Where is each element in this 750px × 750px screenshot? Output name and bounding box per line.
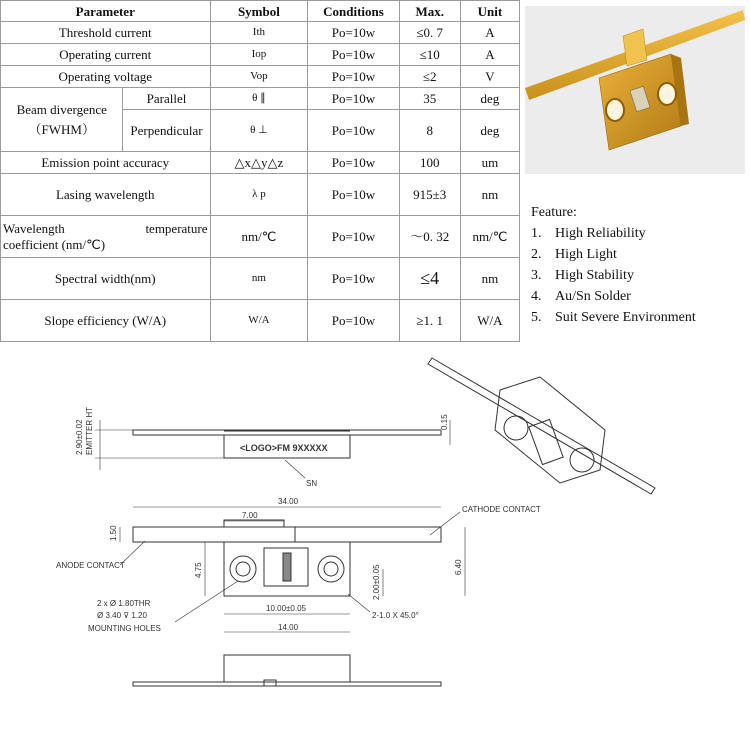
row-unit: deg: [460, 110, 519, 152]
row-unit: A: [460, 44, 519, 66]
row-max: ≤4: [399, 258, 460, 300]
row-unit: A: [460, 22, 519, 44]
lead-width-value: 1.50: [109, 525, 118, 541]
row-symbol: θ ⊥: [210, 110, 308, 152]
feature-num: 5.: [531, 310, 542, 325]
table-header-row: [1, 1, 520, 22]
iso-body: [495, 377, 605, 483]
front-view-lead: [133, 527, 441, 542]
row-param: Spectral width(nm): [1, 258, 211, 300]
sn-label: SN: [306, 479, 318, 488]
feature-text: High Light: [555, 247, 617, 262]
bottom-view-tab: [264, 680, 276, 686]
row-max: ≥1. 1: [399, 300, 460, 342]
row-param: Beam divergence （FWHM）: [1, 88, 123, 152]
row-param-line1a: Wavelength: [3, 220, 65, 236]
laser-module-illustration: [525, 6, 745, 174]
product-photo: [525, 6, 745, 174]
row-unit: um: [460, 152, 519, 174]
top-tab: [623, 29, 647, 66]
row-unit: nm: [460, 258, 519, 300]
row-unit: nm/℃: [460, 216, 519, 258]
table-row: [1, 258, 520, 300]
row-cond: Po=10w: [308, 258, 399, 300]
hole-left-outer: [230, 556, 256, 582]
table-row: [1, 88, 520, 110]
height-right-value: 6.40: [454, 559, 463, 575]
row-unit: V: [460, 66, 519, 88]
feature-text: Au/Sn Solder: [555, 289, 631, 304]
row-param: Lasing wavelength: [1, 174, 211, 216]
hole-right-outer: [318, 556, 344, 582]
features-title: Feature:: [531, 205, 577, 220]
cathode-label: CATHODE CONTACT: [462, 505, 541, 514]
feature-item: [531, 265, 746, 286]
spec-table: [0, 0, 520, 342]
row-cond: Po=10w: [308, 66, 399, 88]
header-conditions: Conditions: [308, 1, 399, 22]
row-param: Slope efficiency (W/A): [1, 300, 211, 342]
feature-item: [531, 286, 746, 307]
row-max: ≤0. 7: [399, 22, 460, 44]
feature-item: [531, 307, 746, 328]
feature-num: 3.: [531, 268, 542, 283]
table-row: [1, 22, 520, 44]
height-left-value: 4.75: [194, 562, 203, 578]
header-parameter: Parameter: [1, 1, 211, 22]
row-param: Threshold current: [1, 22, 211, 44]
row-subparam: Parallel: [123, 88, 210, 110]
row-unit: deg: [460, 88, 519, 110]
sn-leader: [285, 460, 305, 478]
row-max: 915±3: [399, 174, 460, 216]
row-symbol: θ ∥: [210, 88, 308, 110]
bottom-view-body: [224, 655, 350, 682]
header-max: Max.: [399, 1, 460, 22]
anode-label: ANODE CONTACT: [56, 561, 125, 570]
row-cond: Po=10w: [308, 44, 399, 66]
row-max: 100: [399, 152, 460, 174]
row-symbol: nm/℃: [210, 216, 308, 258]
row-symbol: △x△y△z: [210, 152, 308, 174]
holes-leader: [175, 581, 238, 622]
row-param: Operating current: [1, 44, 211, 66]
feature-num: 2.: [531, 247, 542, 262]
row-cond: Po=10w: [308, 174, 399, 216]
length-value: 34.00: [278, 497, 299, 506]
holes-line3: MOUNTING HOLES: [88, 624, 161, 633]
feature-item: [531, 223, 746, 244]
row-symbol: Ith: [210, 22, 308, 44]
table-row: [1, 174, 520, 216]
row-param: Operating voltage: [1, 66, 211, 88]
chamfer-value: 2-1.0 X 45.0°: [372, 611, 419, 620]
tab-width-value: 7.00: [242, 511, 258, 520]
row-max: ～0. 32: [399, 216, 460, 258]
row-unit: nm: [460, 174, 519, 216]
marking-text: <LOGO>FM 9XXXXX: [240, 443, 328, 453]
row-symbol: λ p: [210, 174, 308, 216]
emitter-ht-value: 2.90±0.02: [75, 419, 84, 455]
row-max: ≤10: [399, 44, 460, 66]
bottom-view-lead: [133, 682, 441, 686]
row-symbol: nm: [210, 258, 308, 300]
chip: [283, 553, 291, 581]
chamfer-leader: [348, 594, 370, 612]
features-items: [531, 223, 746, 328]
holes-spacing-value: 10.00±0.05: [266, 604, 306, 613]
mounting-hole-right-inner: [663, 89, 671, 99]
feature-text: High Stability: [555, 268, 634, 283]
table-row: [1, 44, 520, 66]
row-cond: Po=10w: [308, 110, 399, 152]
iso-hole-left: [504, 416, 528, 440]
features-list: [531, 202, 746, 328]
row-cond: Po=10w: [308, 152, 399, 174]
feature-text: High Reliability: [555, 226, 646, 241]
feature-num: 1.: [531, 226, 542, 241]
row-param: [1, 216, 211, 258]
holes-line1: 2 x Ø 1.80THR: [97, 599, 151, 608]
feature-item: [531, 244, 746, 265]
row-symbol: Vop: [210, 66, 308, 88]
body-width-value: 14.00: [278, 623, 299, 632]
row-param: Emission point accuracy: [1, 152, 211, 174]
row-max: 8: [399, 110, 460, 152]
row-cond: Po=10w: [308, 300, 399, 342]
row-subparam: Perpendicular: [123, 110, 210, 152]
cathode-leader: [430, 512, 460, 535]
mounting-hole-left-inner: [611, 105, 619, 115]
iso-hole-right: [570, 448, 594, 472]
row-max: 35: [399, 88, 460, 110]
row-symbol: Iop: [210, 44, 308, 66]
header-unit: Unit: [460, 1, 519, 22]
hole-right-inner: [324, 562, 338, 576]
mechanical-drawing: [0, 342, 750, 750]
row-cond: Po=10w: [308, 22, 399, 44]
row-cond: Po=10w: [308, 216, 399, 258]
row-max: ≤2: [399, 66, 460, 88]
table-row: [1, 300, 520, 342]
header-symbol: Symbol: [210, 1, 308, 22]
row-symbol: W/A: [210, 300, 308, 342]
table-row: [1, 66, 520, 88]
table-row: [1, 216, 520, 258]
thickness-value: 0.15: [440, 414, 449, 430]
feature-text: Suit Severe Environment: [555, 310, 696, 325]
hole-offset-value: 2.00±0.05: [372, 564, 381, 600]
holes-line2: Ø 3.40 ⊽ 1.20: [97, 611, 147, 620]
feature-num: 4.: [531, 289, 542, 304]
emitter-ht-label: EMITTER HT: [85, 407, 94, 455]
row-param-line2: coefficient (nm/℃): [3, 236, 106, 252]
hole-left-inner: [236, 562, 250, 576]
row-unit: W/A: [460, 300, 519, 342]
table-row: [1, 152, 520, 174]
row-cond: Po=10w: [308, 88, 399, 110]
row-param-line1b: temperature: [145, 220, 208, 236]
